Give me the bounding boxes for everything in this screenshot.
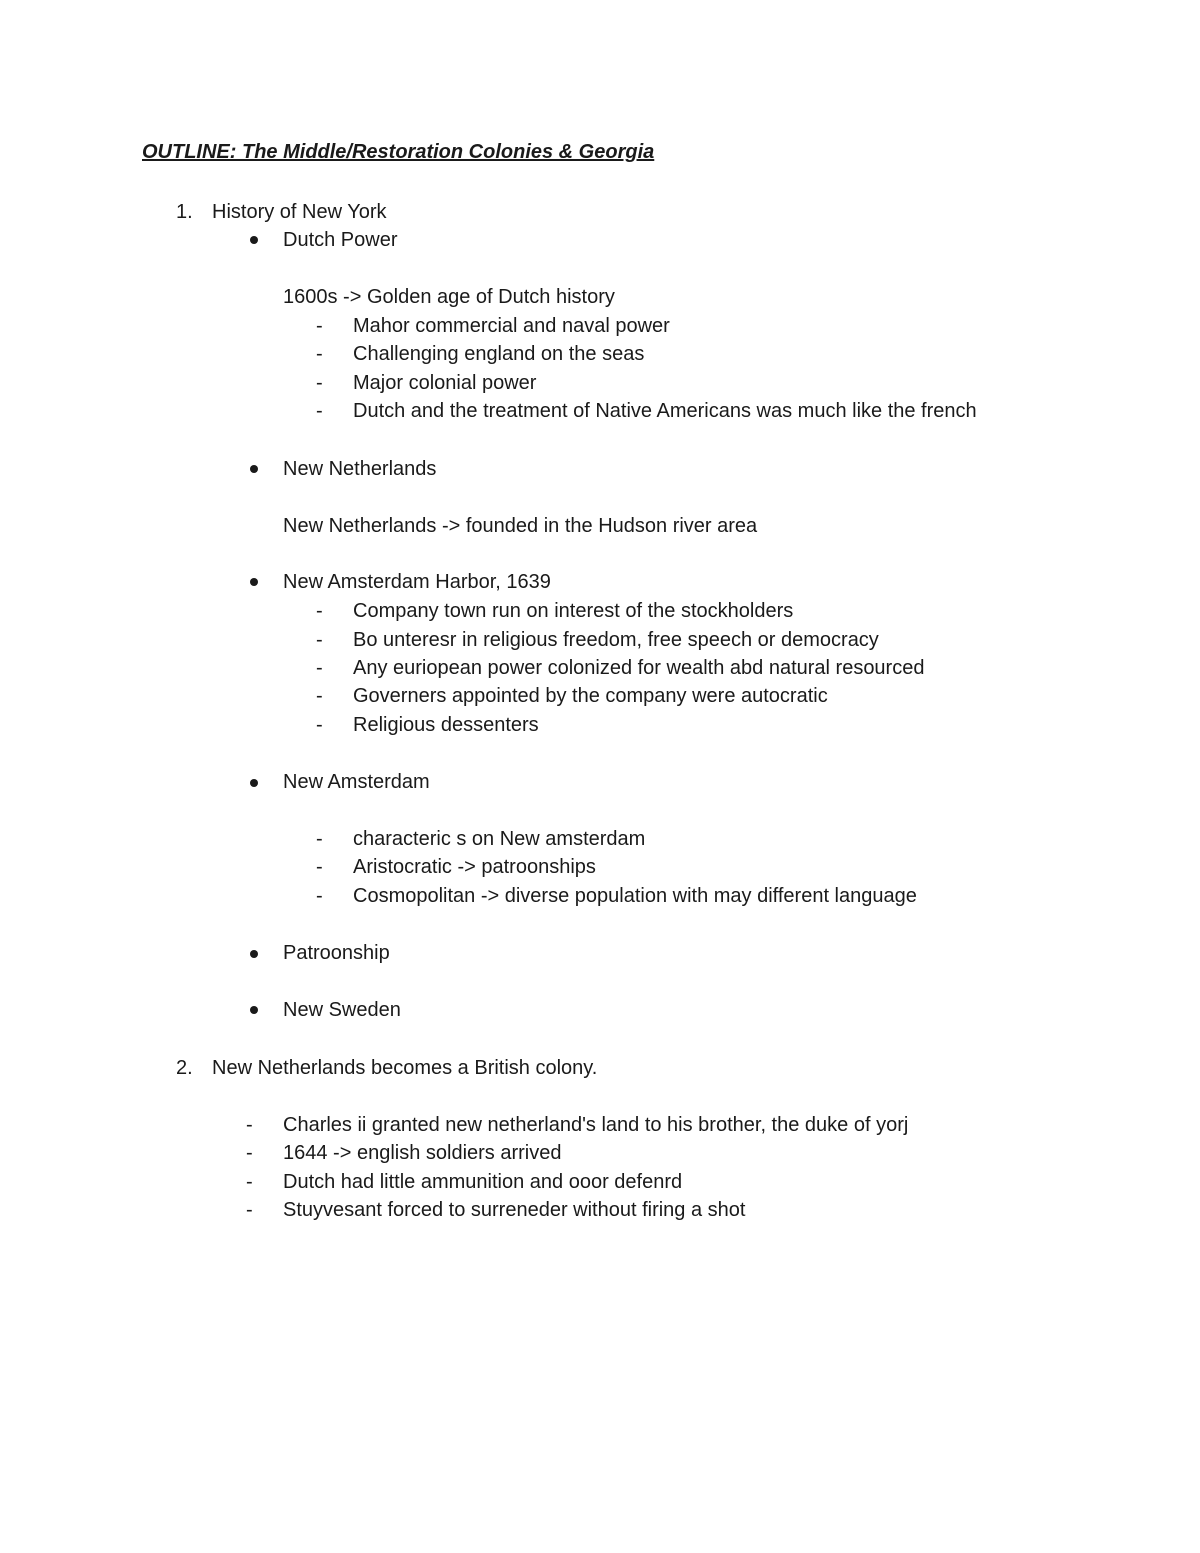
dash-item: Mahor commercial and naval power bbox=[353, 315, 670, 337]
dash-item: Governers appointed by the company were autocratic bbox=[353, 685, 828, 707]
dash-icon: - bbox=[246, 1171, 253, 1193]
sub-paragraph: 1600s -> Golden age of Dutch history bbox=[283, 286, 615, 308]
dash-icon: - bbox=[316, 400, 323, 422]
dash-item: Aristocratic -> patroonships bbox=[353, 856, 596, 878]
dash-icon: - bbox=[316, 714, 323, 736]
section-heading: New Netherlands becomes a British colony. bbox=[212, 1057, 598, 1079]
dash-icon: - bbox=[246, 1114, 253, 1136]
dash-item: Dutch had little ammunition and ooor defenrd bbox=[283, 1171, 683, 1193]
dash-icon: - bbox=[246, 1142, 253, 1164]
bullet-icon bbox=[250, 236, 258, 244]
dash-icon: - bbox=[316, 685, 323, 707]
dash-item: Dutch and the treatment of Native Americans was much like the french bbox=[353, 400, 977, 422]
dash-icon: - bbox=[316, 885, 323, 907]
dash-item: Stuyvesant forced to surreneder without firing a shot bbox=[283, 1199, 746, 1221]
dash-item: characteric s on New amsterdam bbox=[353, 828, 646, 850]
dash-item: Major colonial power bbox=[353, 372, 537, 394]
dash-icon: - bbox=[316, 828, 323, 850]
bullet-icon bbox=[250, 779, 258, 787]
dash-item: Bo unteresr in religious freedom, free speech or democracy bbox=[353, 629, 879, 651]
dash-icon: - bbox=[316, 343, 323, 365]
sub-paragraph: New Netherlands -> founded in the Hudson river area bbox=[283, 515, 758, 537]
section-number: 1. bbox=[176, 201, 193, 223]
bullet-item: Dutch Power bbox=[283, 229, 398, 251]
dash-icon: - bbox=[316, 600, 323, 622]
dash-icon: - bbox=[316, 657, 323, 679]
dash-item: Charles ii granted new netherland's land to his brother, the duke of yorj bbox=[283, 1114, 909, 1136]
dash-item: Cosmopolitan -> diverse population with may different language bbox=[353, 885, 917, 907]
dash-item: Religious dessenters bbox=[353, 714, 539, 736]
dash-icon: - bbox=[316, 315, 323, 337]
dash-icon: - bbox=[316, 629, 323, 651]
dash-item: Challenging england on the seas bbox=[353, 343, 645, 365]
bullet-icon bbox=[250, 465, 258, 473]
bullet-item: Patroonship bbox=[283, 942, 390, 964]
bullet-icon bbox=[250, 950, 258, 958]
bullet-icon bbox=[250, 1006, 258, 1014]
dash-item: Company town run on interest of the stockholders bbox=[353, 600, 794, 622]
dash-icon: - bbox=[316, 856, 323, 878]
dash-item: Any euriopean power colonized for wealth abd natural resourced bbox=[353, 657, 925, 679]
dash-item: 1644 -> english soldiers arrived bbox=[283, 1142, 562, 1164]
bullet-item: New Amsterdam Harbor, 1639 bbox=[283, 571, 551, 593]
section-number: 2. bbox=[176, 1057, 193, 1079]
page-title: OUTLINE: The Middle/Restoration Colonies & Georgia bbox=[142, 141, 655, 163]
section-heading: History of New York bbox=[212, 201, 387, 223]
bullet-icon bbox=[250, 578, 258, 586]
dash-icon: - bbox=[316, 372, 323, 394]
dash-icon: - bbox=[246, 1199, 253, 1221]
bullet-item: New Sweden bbox=[283, 999, 401, 1021]
bullet-item: New Amsterdam bbox=[283, 771, 430, 793]
bullet-item: New Netherlands bbox=[283, 458, 437, 480]
